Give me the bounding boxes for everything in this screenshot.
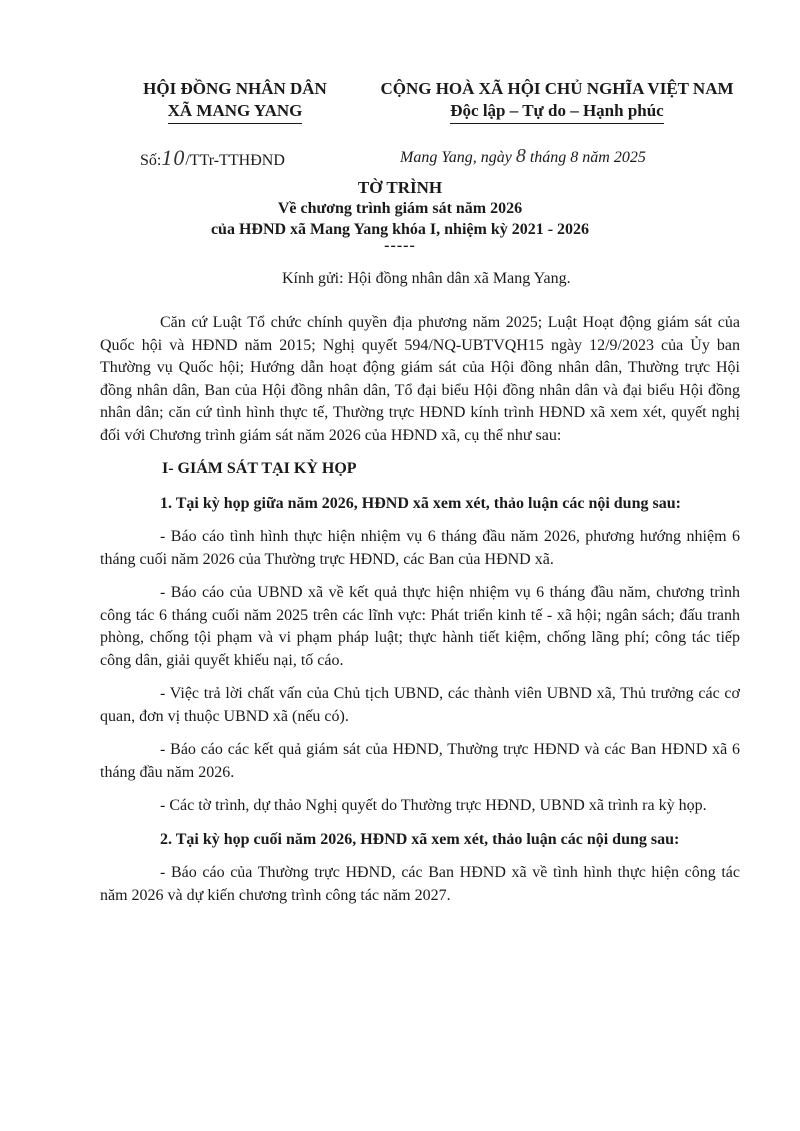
issuer-header bbox=[120, 78, 350, 124]
title-scope: của HĐND xã Mang Yang khóa I, nhiệm kỳ 2021 - 2026 bbox=[210, 221, 590, 238]
title-type: TỜ TRÌNH bbox=[357, 178, 443, 197]
list-item: - Báo cáo của Thường trực HĐND, các Ban HĐND xã về tình hình thực hiện công tác năm 2026 và dự kiến chương trình công tác năm 2027. bbox=[100, 864, 740, 904]
subsection-2-heading: 2. Tại kỳ họp cuối năm 2026, HĐND xã xem xét, thảo luận các nội dung sau: bbox=[160, 830, 680, 848]
title-subject: Về chương trình giám sát năm 2026 bbox=[277, 200, 523, 217]
document-body bbox=[100, 312, 740, 918]
doc-number-handwritten: 10 bbox=[161, 145, 186, 170]
greeting: Kính gửi: Hội đồng nhân dân xã Mang Yang. bbox=[282, 270, 571, 287]
issuer-locality: XÃ MANG YANG bbox=[168, 100, 303, 124]
date-prefix: Mang Yang, ngày bbox=[400, 149, 512, 166]
national-title: CỘNG HOÀ XÃ HỘI CHỦ NGHĨA VIỆT NAM bbox=[380, 79, 734, 98]
document-date bbox=[400, 145, 646, 168]
list-item: - Việc trả lời chất vấn của Chủ tịch UBND, các thành viên UBND xã, Thủ trưởng các cơ quan, đơn vị thuộc UBND xã (nếu có). bbox=[100, 685, 740, 725]
national-motto: Độc lập – Tự do – Hạnh phúc bbox=[450, 100, 663, 124]
list-item: - Các tờ trình, dự thảo Nghị quyết do Thường trực HĐND, UBND xã trình ra kỳ họp. bbox=[160, 797, 707, 814]
list-item: - Báo cáo tình hình thực hiện nhiệm vụ 6 tháng đầu năm 2026, phương hướng nhiệm 6 tháng cuối năm 2026 của Thường trực HĐND, các Ban của HĐND xã. bbox=[100, 528, 740, 568]
document-title bbox=[150, 177, 650, 252]
document-number bbox=[140, 145, 285, 171]
section-1-heading: I- GIÁM SÁT TẠI KỲ HỌP bbox=[162, 460, 357, 477]
national-header bbox=[352, 78, 762, 124]
list-item: - Báo cáo các kết quả giám sát của HĐND, Thường trực HĐND và các Ban HĐND xã 6 tháng đầu năm 2026. bbox=[100, 741, 740, 781]
list-item: - Báo cáo của UBND xã về kết quả thực hiện nhiệm vụ 6 tháng đầu năm, chương trình công tác 6 tháng cuối năm 2025 trên các lĩnh vực: Phát triển kinh tế - xã hội; ngân sách; đấu tranh phòng, chống tội phạm và vi phạm pháp luật; thực hành tiết kiệm, chống lãng phí; công tác tiếp công dân, giải quyết khiếu nại, tố cáo. bbox=[100, 584, 740, 669]
issuer-name: HỘI ĐỒNG NHÂN DÂN bbox=[143, 79, 327, 98]
date-day-handwritten: 8 bbox=[515, 145, 526, 167]
doc-number-prefix: Số: bbox=[140, 152, 162, 169]
doc-number-suffix: /TTr-TTHĐND bbox=[185, 152, 285, 169]
title-divider: ----- bbox=[384, 237, 416, 254]
date-suffix: tháng 8 năm 2025 bbox=[529, 149, 646, 166]
intro-paragraph: Căn cứ Luật Tổ chức chính quyền địa phương năm 2025; Luật Hoạt động giám sát của Quốc hội và HĐND năm 2015; Nghị quyết 594/NQ-UBTVQH15 ngày 12/9/2023 của Ủy ban Thường vụ Quốc hội; Hướng dẫn hoạt động giám sát của Hội đồng nhân dân, Thường trực Hội đồng nhân dân, Ban của Hội đồng nhân dân, Tổ đại biểu Hội đồng nhân dân và đại biểu Hội đồng nhân dân; căn cứ tình hình thực tế, Thường trực HĐND kính trình HĐND xã xem xét, quyết nghị đối với Chương trình giám sát năm 2026 của HĐND xã, cụ thể như sau: bbox=[100, 314, 740, 444]
subsection-1-heading: 1. Tại kỳ họp giữa năm 2026, HĐND xã xem xét, thảo luận các nội dung sau: bbox=[160, 494, 681, 512]
